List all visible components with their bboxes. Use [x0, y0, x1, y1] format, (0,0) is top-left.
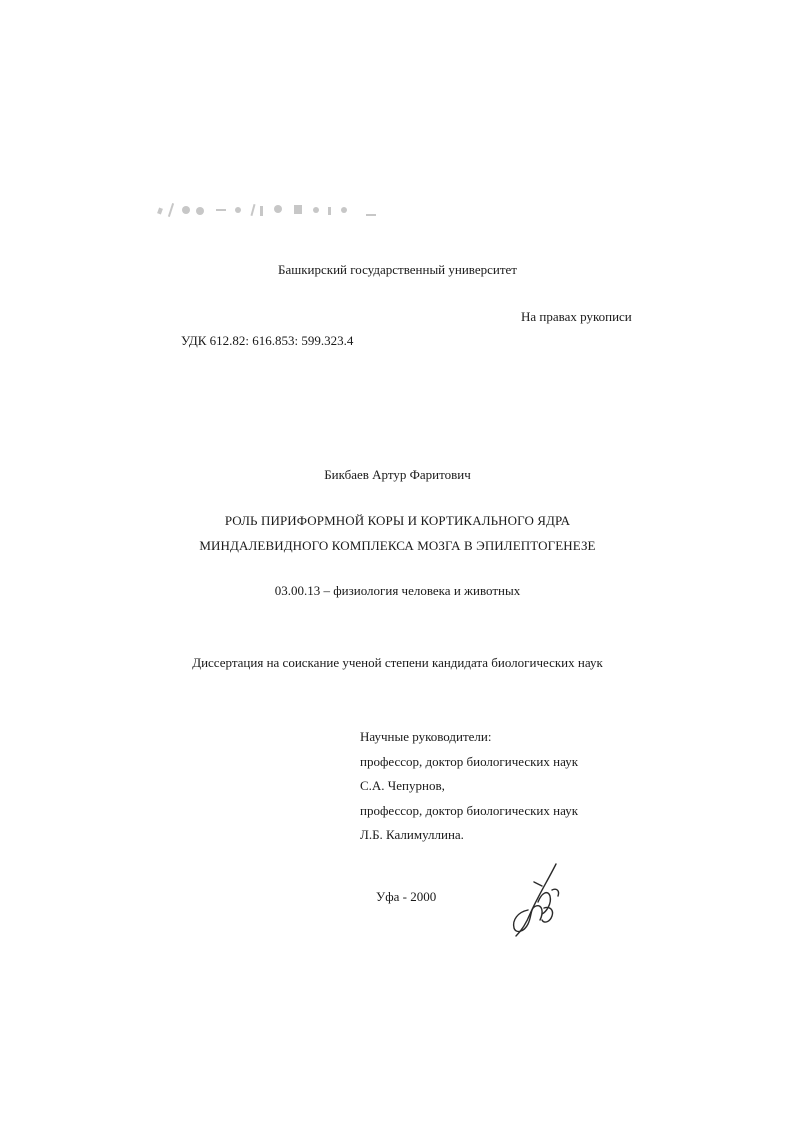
supervisor-2-rank: профессор, доктор биологических наук — [360, 802, 579, 818]
udk-code: УДК 612.82: 616.853: 599.323.4 — [181, 333, 354, 348]
faded-library-stamp — [156, 198, 386, 222]
specialty: 03.00.13 – физиология человека и животных — [274, 583, 521, 598]
title-line-2: МИНДАЛЕВИДНОГО КОМПЛЕКСА МОЗГА В ЭПИЛЕПТОГЕНЕЗЕ — [199, 538, 596, 553]
author-name: Бикбаев Артур Фаритович — [324, 467, 471, 482]
supervisor-2-name: Л.Б. Калимуллина. — [360, 827, 464, 842]
title-line-1: РОЛЬ ПИРИФОРМНОЙ КОРЫ И КОРТИКАЛЬНОГО ЯДРА — [224, 513, 571, 528]
university-name: Башкирский государственный университет — [277, 262, 517, 277]
supervisors-block — [360, 725, 578, 848]
city-year: Уфа - 2000 — [376, 889, 437, 904]
supervisor-1-name: С.А. Чепурнов, — [360, 778, 445, 793]
manuscript-note: На правах рукописи — [521, 309, 632, 324]
dissertation-statement: Диссертация на соискание ученой степени кандидата биологических наук — [192, 655, 603, 670]
supervisors-heading: Научные руководители: — [360, 729, 492, 744]
supervisor-1-rank: профессор, доктор биологических наук — [360, 753, 579, 769]
handwritten-signature — [508, 862, 568, 940]
